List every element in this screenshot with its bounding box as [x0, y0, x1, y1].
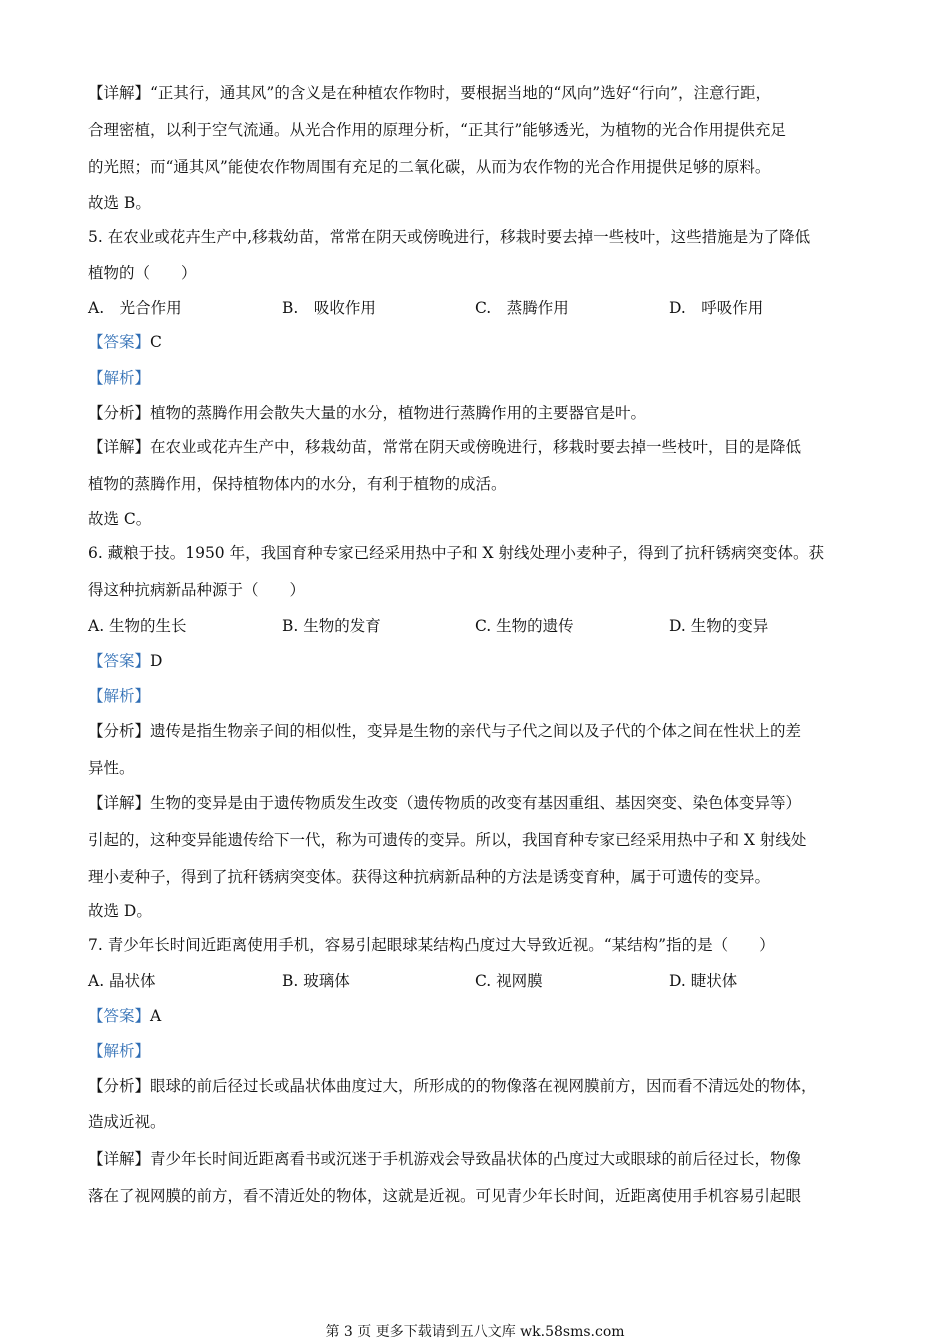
- option-d: D. 呼吸作用: [669, 299, 764, 317]
- detail-line: 植物的蒸腾作用，保持植物体内的水分，有利于植物的成活。: [88, 475, 507, 493]
- choice-conclusion: 故选 B。: [88, 194, 151, 212]
- detail-line: 引起的，这种变异能遗传给下一代，称为可遗传的变异。所以，我国育种专家已经采用热中子和 X 射线处: [88, 831, 807, 849]
- answer-value: C: [150, 333, 162, 351]
- analysis-tag: 【分析】: [88, 1077, 151, 1095]
- option-b: B. 吸收作用: [282, 299, 376, 317]
- paragraph-line: 合理密植，以利于空气流通。从光合作用的原理分析，“正其行”能够透光，为植物的光合作用提供充足: [88, 121, 786, 139]
- question-5-options: [88, 297, 868, 319]
- option-b: B. 玻璃体: [282, 972, 350, 990]
- analysis-text: 眼球的前后径过长或晶状体曲度过大，所形成的的物像落在视网膜前方，因而看不清远处的物体，: [150, 1077, 817, 1095]
- analysis-tag: 【分析】: [88, 722, 151, 740]
- answer-line: [88, 1005, 868, 1027]
- question-7-options: [88, 970, 868, 992]
- question-6-stem: 6. 藏粮于技。1950 年，我国育种专家已经采用热中子和 X 射线处理小麦种子，得到了抗秆锈病突变体。获: [88, 544, 824, 562]
- analysis-text: 遗传是指生物亲子间的相似性，变异是生物的亲代与子代之间以及子代的个体之间在性状上的差: [150, 722, 802, 740]
- choice-conclusion: 故选 D。: [88, 902, 152, 920]
- detail-text: 在农业或花卉生产中，移栽幼苗，常常在阴天或傍晚进行，移栽时要去掉一些枝叶，目的是降低: [150, 438, 802, 456]
- detail-line: [88, 1148, 868, 1170]
- detail-tag: 【详解】: [88, 438, 151, 456]
- analysis-label: 【解析】: [88, 369, 151, 387]
- answer-label: 【答案】: [88, 1007, 151, 1025]
- question-6-options: [88, 615, 868, 637]
- detail-tag: 【详解】: [88, 794, 151, 812]
- question-5-stem-cont: 植物的（ ）: [88, 264, 197, 282]
- analysis-line: [88, 1075, 868, 1097]
- analysis-line: [88, 402, 868, 424]
- option-c: C. 生物的遗传: [475, 617, 574, 635]
- option-d: D. 生物的变异: [669, 617, 769, 635]
- question-7-stem: 7. 青少年长时间近距离使用手机，容易引起眼球某结构凸度过大导致近视。“某结构”指的是（ ）: [88, 936, 775, 954]
- analysis-text: 植物的蒸腾作用会散失大量的水分，植物进行蒸腾作用的主要器官是叶。: [150, 404, 647, 422]
- analysis-line: 异性。: [88, 759, 135, 777]
- question-5-stem: 5. 在农业或花卉生产中,移栽幼苗，常常在阴天或傍晚进行，移栽时要去掉一些枝叶，这些措施是为了降低: [88, 228, 811, 246]
- answer-line: [88, 650, 868, 672]
- option-a: A. 生物的生长: [88, 617, 187, 635]
- option-c: C. 蒸腾作用: [475, 299, 569, 317]
- analysis-line: [88, 720, 868, 742]
- analysis-tag: 【分析】: [88, 404, 151, 422]
- analysis-label: 【解析】: [88, 687, 151, 705]
- option-b: B. 生物的发育: [282, 617, 381, 635]
- answer-value: A: [150, 1007, 162, 1025]
- paragraph-line: 【详解】“正其行，通其风”的含义是在种植农作物时，要根据当地的“风向”选好“行向”，注意行距，: [88, 84, 772, 102]
- answer-line: [88, 331, 868, 353]
- option-a: A. 光合作用: [88, 299, 182, 317]
- detail-text: 青少年长时间近距离看书或沉迷于手机游戏会导致晶状体的凸度过大或眼球的前后径过长，物像: [150, 1150, 802, 1168]
- analysis-label: 【解析】: [88, 1042, 151, 1060]
- option-a: A. 晶状体: [88, 972, 156, 990]
- question-6-stem-cont: 得这种抗病新品种源于（ ）: [88, 581, 306, 599]
- answer-value: D: [150, 652, 163, 670]
- choice-conclusion: 故选 C。: [88, 510, 152, 528]
- paragraph-line: 的光照；而“通其风”能使农作物周围有充足的二氧化碳，从而为农作物的光合作用提供足够的原料。: [88, 158, 771, 176]
- detail-text: 生物的变异是由于遗传物质发生改变（遗传物质的改变有基因重组、基因突变、染色体变异等）: [150, 794, 802, 812]
- detail-line: 理小麦种子，得到了抗秆锈病突变体。获得这种抗病新品种的方法是诱变育种，属于可遗传的变异。: [88, 868, 771, 886]
- detail-line: 落在了视网膜的前方，看不清近处的物体，这就是近视。可见青少年长时间，近距离使用手机容易引起眼: [88, 1187, 802, 1205]
- detail-tag: 【详解】: [88, 1150, 151, 1168]
- option-d: D. 睫状体: [669, 972, 738, 990]
- detail-line: [88, 792, 868, 814]
- analysis-line: 造成近视。: [88, 1113, 166, 1131]
- option-c: C. 视网膜: [475, 972, 543, 990]
- page-footer: 第 3 页 更多下载请到五八文库 wk.58sms.com: [325, 1324, 625, 1340]
- answer-label: 【答案】: [88, 652, 151, 670]
- detail-line: [88, 436, 868, 458]
- answer-label: 【答案】: [88, 333, 151, 351]
